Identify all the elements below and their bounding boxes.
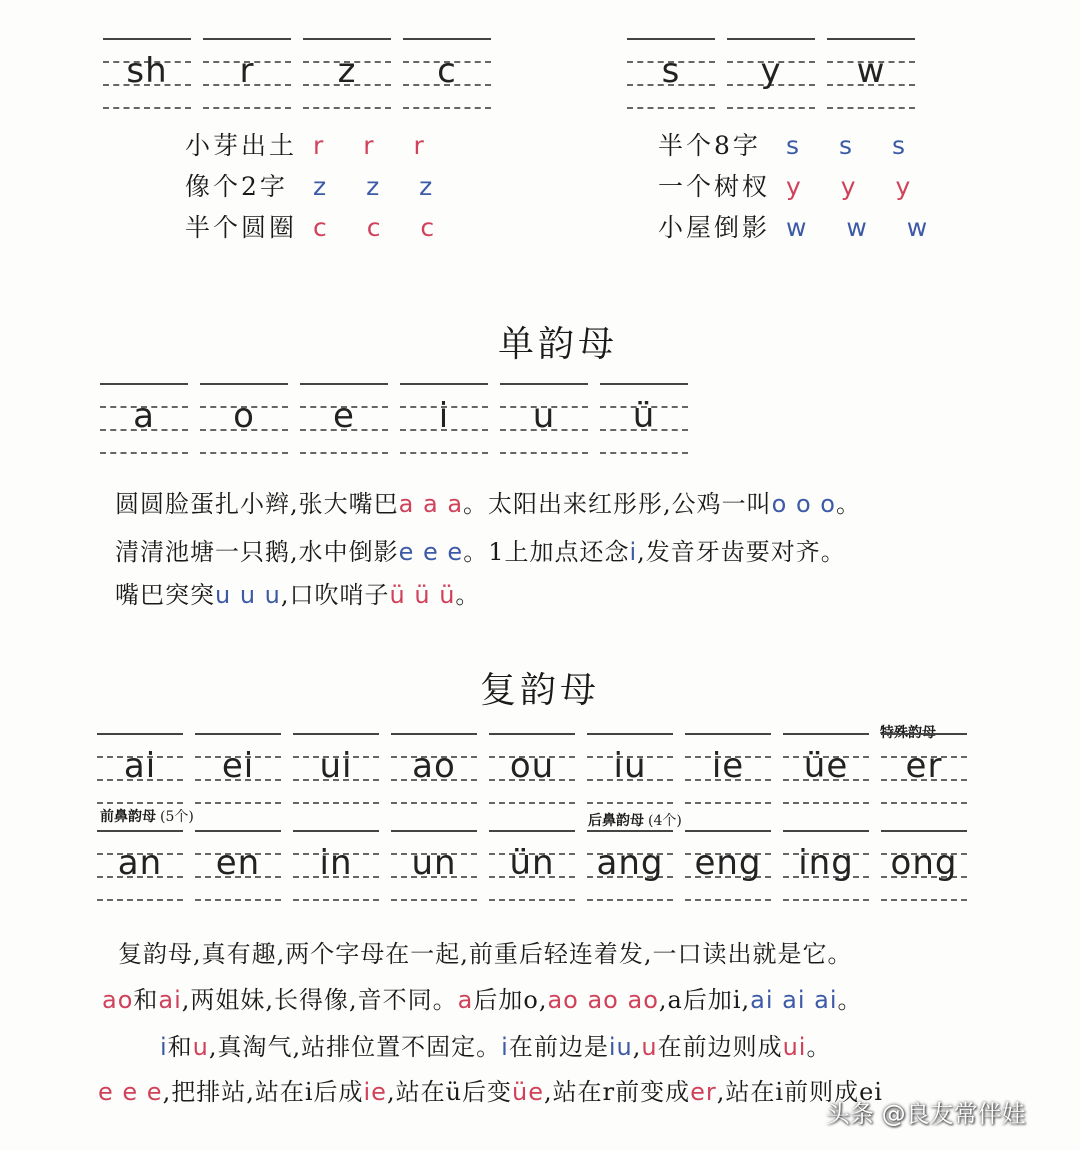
grid-cell [195,830,281,902]
grid-sh-r-z-c [103,38,503,110]
pinyin-letter: ang [596,843,664,883]
rhyme-text: 半个8字 [658,131,761,160]
text: 。1上加点还念 [463,538,630,566]
compound-vowels-line-1: 复韵母,真有趣,两个字母在一起,前重后轻连着发,一口读出就是它。 [118,940,853,968]
pinyin-red: ü ü ü [389,581,456,609]
pinyin-red: er [690,1078,717,1106]
pinyin-blue: i [160,1033,168,1061]
pinyin-red: ao ao ao [547,986,659,1014]
grid-cell [783,830,869,902]
grid-cell [489,733,575,805]
text: ,a后加i, [658,986,751,1014]
grid-cell [727,38,815,110]
grid-cell [627,38,715,110]
back-nasal-label [588,810,682,830]
grid-cell [300,383,388,455]
compound-vowels-line-3 [160,1027,831,1062]
grid-cell [587,733,673,805]
grid-cell [203,38,291,110]
pinyin-blue: iu [608,1033,633,1061]
pinyin-letter: ü [632,396,656,436]
rhyme-line [658,207,943,248]
rhyme-glyphs: c c c [313,213,451,242]
rhyme-text: 一个树杈 [658,172,771,201]
text: 。 [455,581,481,609]
text: ,真淘气,站排位置不固定。 [208,1033,502,1061]
pinyin-red: a [457,986,474,1014]
grid-cell [881,830,967,902]
grid-s-y-w [627,38,927,110]
pinyin-red: a a a [398,490,464,518]
text: 圆圆脸蛋扎小辫,张大嘴巴 [115,490,399,518]
pinyin-letter: w [856,51,886,91]
grid-cell [103,38,191,110]
rhyme-list-left [185,125,450,248]
text: ,口吹哨子 [280,581,390,609]
grid-cell [827,38,915,110]
text: 。太阳出来红彤彤,公鸡一叫 [463,490,772,518]
text: 和 [167,1033,193,1061]
grid-cell [195,733,281,805]
front-nasal-label [100,806,194,826]
section-title-compound-vowels: 复韵母 [480,670,601,711]
pinyin-letter: en [215,843,261,883]
pinyin-letter: eng [694,843,762,883]
pinyin-letter: ou [509,746,555,786]
pinyin-letter: z [337,51,357,91]
rhyme-glyphs: y y y [786,172,927,201]
pinyin-letter: ao [412,746,456,786]
grid-compound-vowels [97,733,979,805]
pinyin-letter: ing [798,843,854,883]
label-count: (5个) [160,809,194,825]
grid-cell [303,38,391,110]
pinyin-letter: ong [890,843,958,883]
rhyme-line [185,207,450,248]
rhyme-glyphs: z z z [313,172,449,201]
grid-cell [403,38,491,110]
grid-cell [293,733,379,805]
pinyin-letter: sh [126,51,168,91]
pinyin-letter: ei [221,746,255,786]
text: 后加o, [473,986,548,1014]
text: ,站在i前则成ei [716,1078,883,1106]
pinyin-red: ai [158,986,182,1014]
rhyme-list-right [658,125,943,248]
grid-cell [97,733,183,805]
single-vowels-line-1 [115,484,861,519]
grid-cell [97,830,183,902]
grid-cell [881,733,967,805]
rhyme-text: 像个2字 [185,172,288,201]
pinyin-blue: i [629,538,638,566]
pinyin-letter: a [133,396,155,436]
pinyin-blue: i [501,1033,509,1061]
text: ,发音牙齿要对齐。 [637,538,846,566]
pinyin-letter: üe [803,746,849,786]
rhyme-line [658,166,943,207]
rhyme-line [185,125,450,166]
text: ,站在ü后变 [386,1078,513,1106]
pinyin-letter: s [661,51,681,91]
special-vowel-label: 特殊韵母 [880,725,936,741]
rhyme-line [185,166,450,207]
grid-cell [400,383,488,455]
text: 在前边则成 [657,1033,783,1061]
single-vowels-line-3 [115,575,480,610]
grid-cell [685,830,771,902]
grid-cell [500,383,588,455]
grid-cell [391,733,477,805]
pinyin-letter: i [438,396,450,436]
label-count: (4个) [648,813,682,829]
rhyme-text: 半个圆圈 [185,213,298,242]
pinyin-letter: e [333,396,355,436]
text: 。 [835,490,861,518]
pinyin-letter: ie [711,746,745,786]
label-text: 后鼻韵母 [588,813,644,829]
pinyin-letter: iu [613,746,647,786]
text: 嘴巴突突 [115,581,215,609]
rhyme-text: 小屋倒影 [658,213,771,242]
pinyin-letter: r [239,51,255,91]
grid-cell [293,830,379,902]
label-text: 前鼻韵母 [100,809,156,825]
grid-cell [391,830,477,902]
rhyme-line [658,125,943,166]
pinyin-blue: o o o [771,490,836,518]
pinyin-letter: ui [319,746,353,786]
pinyin-red: ao [102,986,134,1014]
grid-cell [783,733,869,805]
text: 和 [133,986,159,1014]
text: 清清池塘一只鹅,水中倒影 [115,538,399,566]
single-vowels-line-2 [115,532,846,567]
text: ,把排站,站在i后成 [162,1078,364,1106]
grid-cell [489,830,575,902]
grid-single-vowels [100,383,700,455]
pinyin-letter: ün [509,843,555,883]
pinyin-blue: u u u [215,581,281,609]
pinyin-red: üe [512,1078,545,1106]
compound-vowels-line-4 [98,1072,883,1107]
pinyin-letter: ai [123,746,157,786]
compound-vowels-line-2 [102,980,863,1015]
pinyin-letter: c [437,51,457,91]
pinyin-red: e e e [98,1078,163,1106]
text: 在前边是 [508,1033,609,1061]
rhyme-glyphs: r r r [313,131,440,160]
pinyin-letter: y [760,51,782,91]
pinyin-red: ie [363,1078,387,1106]
grid-cell [587,830,673,902]
pinyin-letter: u [532,396,556,436]
pinyin-red: u [641,1033,658,1061]
grid-cell [685,733,771,805]
rhyme-glyphs: w w w [786,213,944,242]
rhyme-glyphs: s s s [786,131,921,160]
section-title-single-vowels: 单韵母 [498,324,619,365]
text: ,站在r前变成 [544,1078,691,1106]
rhyme-text: 小芽出土 [185,131,298,160]
text: , [632,1033,642,1061]
text: ,两姐妹,长得像,音不同。 [181,986,458,1014]
grid-cell [600,383,688,455]
pinyin-letter: un [411,843,457,883]
pinyin-blue: ai ai ai [750,986,838,1014]
pinyin-letter: an [117,843,163,883]
pinyin-blue: e e e [398,538,464,566]
pinyin-letter: in [319,843,353,883]
watermark: 头条 @良友常伴娃 [826,1100,1026,1128]
pinyin-letter: er [905,746,943,786]
pinyin-red: u [192,1033,209,1061]
text: 。 [806,1033,832,1061]
grid-cell [100,383,188,455]
text: 。 [837,986,863,1014]
grid-nasal-vowels [97,830,979,902]
pinyin-red: ui [782,1033,807,1061]
grid-cell [200,383,288,455]
pinyin-letter: o [233,396,255,436]
